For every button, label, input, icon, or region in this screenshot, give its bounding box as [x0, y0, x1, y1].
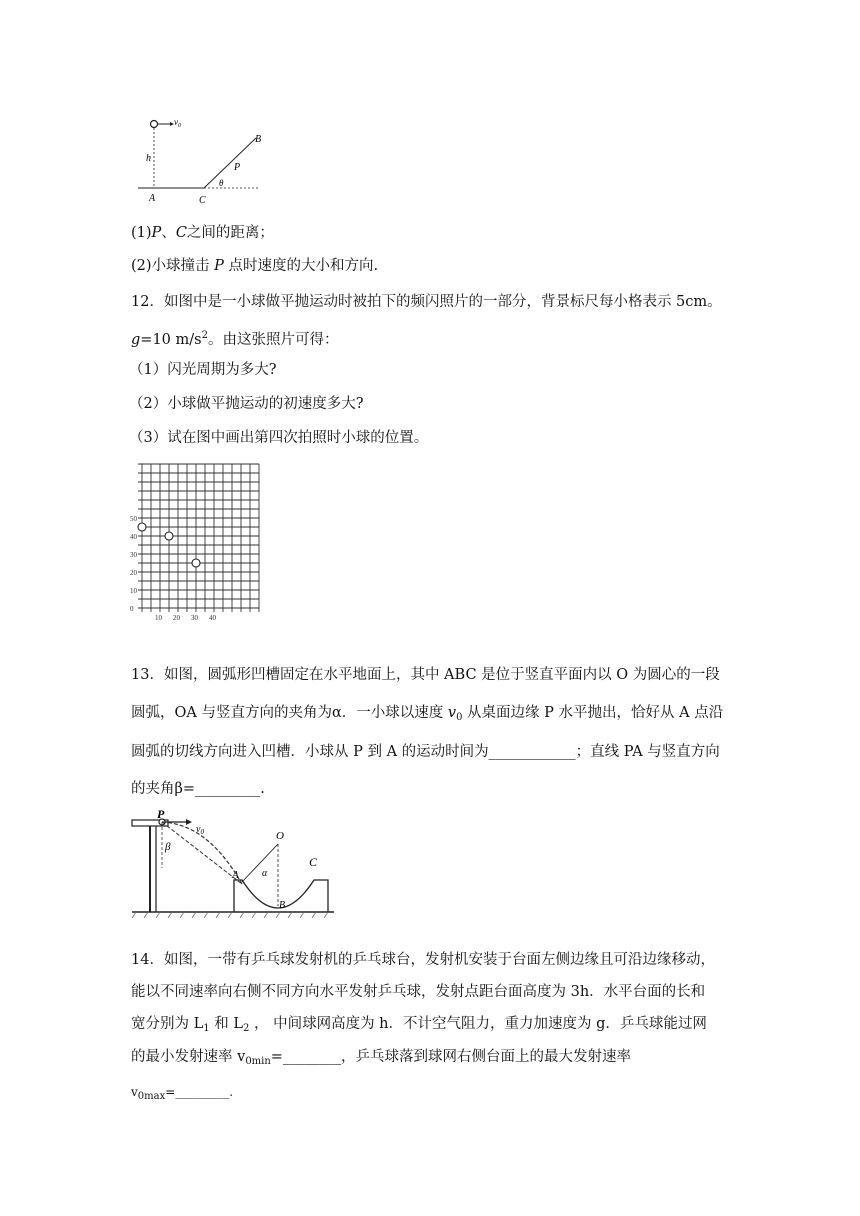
B-label: B: [279, 900, 286, 911]
ball-position: [192, 559, 200, 567]
ball-position: [138, 523, 146, 531]
q13-line2: 圆弧，OA 与竖直方向的夹角为α．一小球以速度 $v_0$ 从桌面边缘 P 水平抛出，恰好从 A 点沿: [131, 705, 724, 723]
projectile-incline-figure: [130, 112, 270, 208]
v0-label: $v_0$: [196, 824, 204, 836]
q12-line2: g=10 $m/s^2$。由这张照片可得：: [131, 330, 339, 348]
x-tick-label: 30: [191, 614, 198, 622]
y-tick-label: 50: [130, 515, 137, 523]
B-label: B: [255, 134, 262, 145]
q14-line2: 能以不同速率向右侧不同方向水平发射乒乓球，发射点距台面高度为 3h．水平台面的长和: [131, 984, 706, 1000]
C-label: C: [309, 855, 318, 869]
P-label: P: [157, 808, 165, 821]
x-tick-label: 20: [173, 614, 180, 622]
C-label: C: [199, 195, 206, 206]
q12-sub3: （3）试在图中画出第四次拍照时小球的位置。: [129, 430, 429, 446]
h-label: h: [146, 153, 151, 164]
q14-line5: $v_{0max}=\_\_\_\_\_\_\_\_\_$.: [131, 1085, 234, 1102]
q14-line1: 14．如图，一带有乒乓球发射机的乒乓球台，发射机安装于台面左侧边缘且可沿边缘移动，: [131, 952, 715, 968]
theta-label: θ: [219, 178, 224, 188]
y-tick-label: 10: [130, 587, 137, 595]
q11-item2: (2)小球撞击 P 点时速度的大小和方向.: [131, 258, 379, 274]
x-tick-label: 10: [155, 614, 162, 622]
y-tick-label: 40: [130, 533, 137, 541]
strobe-grid-figure: [128, 460, 268, 628]
P-label: P: [234, 162, 241, 173]
ball-position: [165, 532, 173, 540]
bowl-projectile-figure: [128, 808, 338, 920]
A-label: A: [232, 869, 239, 881]
incline: [204, 138, 256, 188]
y-tick-label: 0: [130, 605, 134, 613]
v0-label: $v_0$: [174, 117, 181, 129]
y-tick-label: 20: [130, 569, 137, 577]
q12-sub2: （2）小球做平抛运动的初速度多大?: [129, 396, 364, 412]
x-tick-label: 40: [209, 614, 216, 622]
q11-item1: (1)P、C之间的距离；: [131, 225, 274, 241]
beta-label: β: [165, 841, 171, 853]
q13-line3: 圆弧的切线方向进入凹槽．小球从 P 到 A 的运动时间为____________；直线 PA 与竖直方向: [131, 744, 720, 760]
q12-sub1: （1）闪光周期为多大?: [129, 362, 277, 378]
alpha-label: α: [262, 868, 268, 879]
ball: [151, 121, 158, 128]
O-label: O: [276, 830, 284, 842]
q13-line4: 的夹角β=_________.: [131, 781, 265, 797]
q14-line3: 宽分别为 $L_1$ 和 $L_2$ ， 中间球网高度为 h．不计空气阻力，重力加速度为 g．乒乓球能过网: [131, 1016, 707, 1034]
q12-line1: 12．如图中是一小球做平抛运动时被拍下的频闪照片的一部分，背景标尺每小格表示 5cm。: [131, 294, 722, 310]
q13-line1: 13．如图，圆弧形凹槽固定在水平地面上，其中 ABC 是位于竖直平面内以 O 为圆心的一段: [131, 667, 720, 683]
y-tick-label: 30: [130, 551, 137, 559]
A-label: A: [149, 193, 156, 204]
q14-line4: 的最小发射速率 $v_{0min}=\_\_\_\_\_\_\_\_$，乒乓球落到球网右侧台面上的最大发射速率: [131, 1049, 631, 1067]
